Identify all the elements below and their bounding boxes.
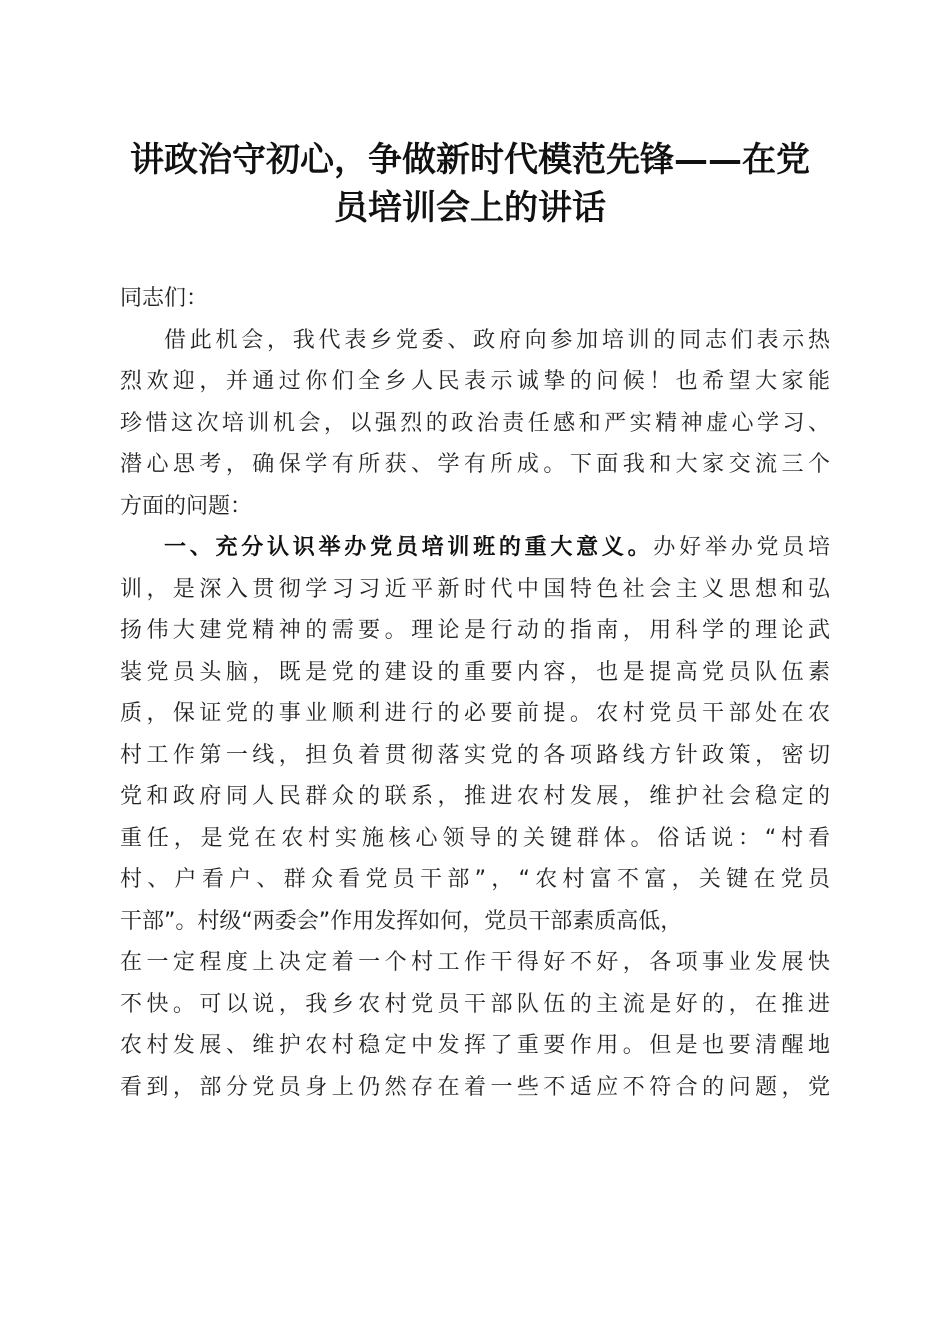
title-line: 讲政治守初心，争做新时代模范先锋——在党 [130,140,810,180]
paragraph-line: 在一定程度上决定着一个村工作干得好不好，各项事业发展快 [120,950,830,975]
paragraph-line: 村、户看户、群众看党员干部”，“农村富不富，关键在党员 [120,867,830,892]
paragraph-line: 质，保证党的事业顺利进行的必要前提。农村党员干部处在农 [120,701,830,726]
paragraph-line: 潜心思考，确保学有所获、学有所成。下面我和大家交流三个 [120,452,830,477]
section-first-line [120,527,830,569]
paragraph-line: 训，是深入贯彻学习习近平新时代中国特色社会主义思想和弘 [120,576,830,602]
section-heading: 一、充分认识举办党员培训班的重大意义。 [164,535,654,560]
paragraph-line: 不快。可以说，我乡农村党员干部队伍的主流是好的，在推进 [120,991,830,1017]
document-body [120,278,830,1108]
paragraph-line: 扬伟大建党精神的需要。理论是行动的指南，用科学的理论武 [120,618,830,643]
paragraph-line: 村工作第一线，担负着贯彻落实党的各项路线方针政策，密切 [120,742,830,768]
paragraph-line: 看到，部分党员身上仍然存在着一些不适应不符合的问题，党 [120,1074,830,1100]
salutation: 同志们： [120,286,209,311]
document-title [100,136,840,232]
paragraph-line: 重任，是党在农村实施核心领导的关键群体。俗话说：“村看 [120,825,830,851]
paragraph-line: 农村发展、维护农村稳定中发挥了重要作用。但是也要清醒地 [120,1033,830,1058]
paragraph-line: 党和政府同人民群众的联系，推进农村发展，维护社会稳定的 [120,784,830,809]
paragraph-line: 干部”。村级“两委会”作用发挥如何，党员干部素质高低， [120,908,683,934]
paragraph-line: 烈欢迎，并通过你们全乡人民表示诚挚的问候！也希望大家能 [120,369,830,394]
paragraph-line: 装党员头脑，既是党的建设的重要内容，也是提高党员队伍素 [120,659,830,685]
title-line: 员培训会上的讲话 [334,188,606,228]
section-first-line-text: 办好举办党员培 [653,535,830,560]
paragraph-line: 方面的问题： [120,493,253,519]
paragraph-line: 珍惜这次培训机会，以强烈的政治责任感和严实精神虚心学习、 [120,410,830,436]
paragraph-line: 借此机会，我代表乡党委、政府向参加培训的同志们表示热 [164,327,830,353]
